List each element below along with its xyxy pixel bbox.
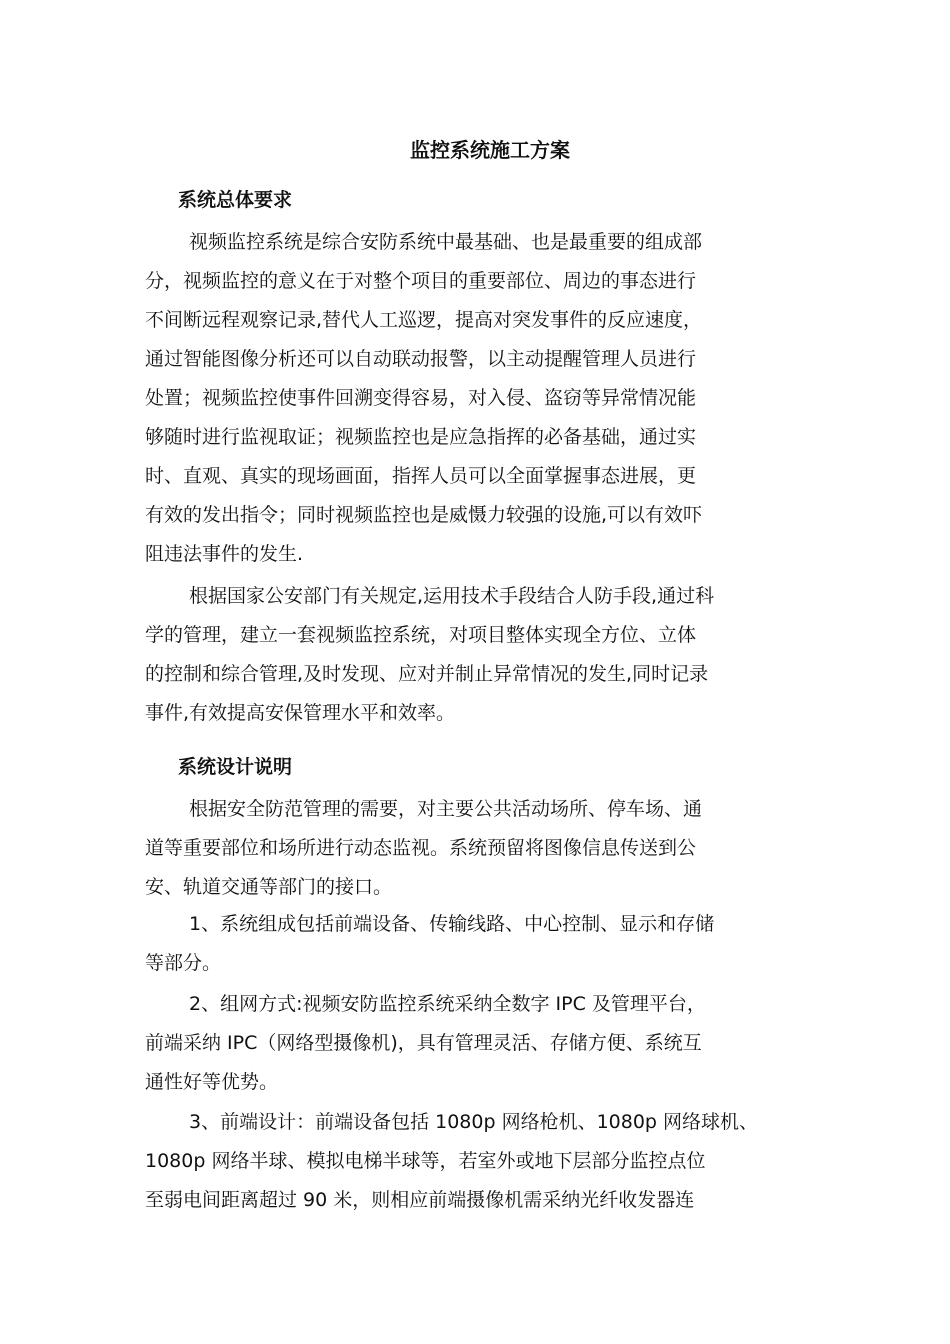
list-item-network-mode — [145, 985, 706, 1102]
text-line: 的控制和综合管理,及时发现、应对并制止异常情况的发生,同时记录 — [145, 663, 709, 685]
text-line: 2、组网方式:视频安防监控系统采纳全数字 IPC 及管理平台， — [189, 993, 706, 1015]
text-line: 至弱电间距离超过 90 米，则相应前端摄像机需采纳光纤收发器连 — [145, 1189, 695, 1211]
text-line: 视频监控系统是综合安防系统中最基础、也是最重要的组成部 — [189, 231, 703, 253]
text-line: 1、系统组成包括前端设备、传输线路、中心控制、显示和存储 — [189, 913, 715, 935]
text-line: 通性好等优势。 — [145, 1071, 279, 1093]
text-line: 1080p 网络半球、模拟电梯半球等，若室外或地下层部分监控点位 — [145, 1150, 706, 1172]
text-line: 处置；视频监控使事件回溯变得容易，对入侵、盗窃等异常情况能 — [145, 387, 697, 409]
document-title: 监控系统施工方案 — [410, 138, 570, 162]
list-item-system-composition — [145, 905, 714, 983]
text-line: 根据安全防范管理的需要，对主要公共活动场所、停车场、通 — [189, 798, 703, 820]
list-item-frontend-design — [145, 1103, 758, 1220]
text-line: 3、前端设计：前端设备包括 1080p 网络枪机、1080p 网络球机、 — [189, 1111, 759, 1133]
text-line: 阻违法事件的发生. — [145, 543, 304, 565]
text-line: 学的管理，建立一套视频监控系统，对项目整体实现全方位、立体 — [145, 624, 697, 646]
paragraph-regulations — [145, 577, 714, 733]
text-line: 等部分。 — [145, 952, 222, 974]
text-line: 通过智能图像分析还可以自动联动报警，以主动提醒管理人员进行 — [145, 348, 697, 370]
text-line: 够随时进行监视取证；视频监控也是应急指挥的必备基础，通过实 — [145, 426, 697, 448]
text-line: 分，视频监控的意义在于对整个项目的重要部位、周边的事态进行 — [145, 270, 697, 292]
text-line: 不间断远程观察记录,替代人工巡逻，提高对突发事件的反应速度， — [145, 309, 703, 331]
section-heading-design-description: 系统设计说明 — [178, 756, 293, 778]
paragraph-video-surveillance-intro — [145, 223, 702, 574]
text-line: 时、直观、真实的现场画面，指挥人员可以全面掌握事态进展，更 — [145, 465, 697, 487]
text-line: 有效的发出指令；同时视频监控也是威慑力较强的设施,可以有效吓 — [145, 504, 703, 526]
text-line: 道等重要部位和场所进行动态监视。系统预留将图像信息传送到公 — [145, 837, 697, 859]
text-line: 根据国家公安部门有关规定,运用技术手段结合人防手段,通过科 — [189, 585, 715, 607]
paragraph-security-needs — [145, 790, 702, 907]
text-line: 事件,有效提高安保管理水平和效率。 — [145, 702, 456, 724]
section-heading-overall-requirements: 系统总体要求 — [178, 189, 293, 211]
text-line: 安、轨道交通等部门的接口。 — [145, 876, 393, 898]
text-line: 前端采纳 IPC（网络型摄像机)，具有管理灵活、存储方便、系统互 — [145, 1032, 702, 1054]
